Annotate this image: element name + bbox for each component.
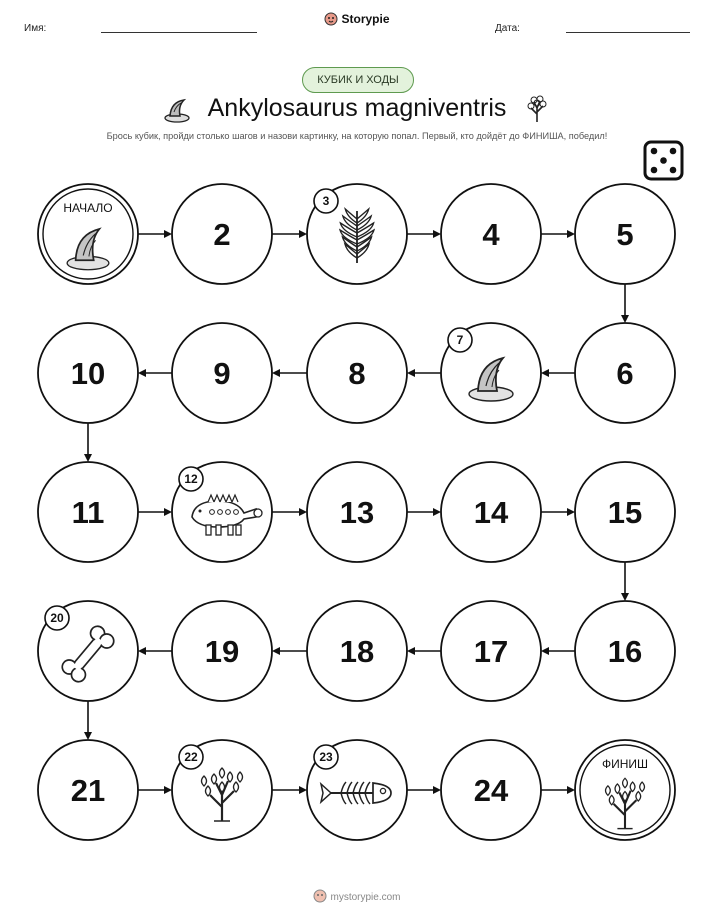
- cell-number-badge: 12: [184, 472, 198, 486]
- path-arrow: [407, 786, 441, 794]
- board-cell-25: [575, 740, 675, 840]
- game-type-badge: КУБИК И ХОДЫ: [302, 67, 414, 93]
- board-cell-15: [575, 462, 675, 562]
- board-cell-5: [575, 184, 675, 284]
- board-cell-17: [441, 601, 541, 701]
- path-arrow: [272, 647, 307, 655]
- board-cell-4: [441, 184, 541, 284]
- board-cell-6: [575, 323, 675, 423]
- board-cell-14: [441, 462, 541, 562]
- board-cell-11: [38, 462, 138, 562]
- cell-number-badge: 20: [50, 611, 64, 625]
- board-cell-1: [38, 184, 138, 284]
- cell-number: 17: [473, 634, 509, 669]
- board-cell-3: [307, 184, 407, 284]
- board-cell-18: [307, 601, 407, 701]
- path-arrow: [621, 562, 629, 601]
- instructions-text: Брось кубик, пройди столько шагов и назови картинку, на которую попал. Первый, кто дойдёт до ФИНИША, победил!: [106, 131, 608, 141]
- board-cell-10: [38, 323, 138, 423]
- cell-number: 21: [70, 773, 106, 808]
- path-arrow: [407, 508, 441, 516]
- path-arrow: [407, 230, 441, 238]
- path-arrow: [541, 786, 575, 794]
- cell-number: 24: [473, 773, 509, 808]
- path-arrow: [541, 230, 575, 238]
- board-cell-16: [575, 601, 675, 701]
- path-arrow: [138, 230, 172, 238]
- cell-number: 16: [607, 634, 643, 669]
- board-cell-24: [441, 740, 541, 840]
- path-arrow: [541, 508, 575, 516]
- cell-number-badge: 7: [456, 333, 464, 347]
- brand-name: Storypie: [341, 12, 390, 26]
- path-arrow: [84, 701, 92, 740]
- board-cell-20: [38, 601, 138, 701]
- cell-number: 13: [339, 495, 375, 530]
- cell-number: 10: [70, 356, 106, 391]
- start-label: НАЧАЛО: [63, 201, 113, 215]
- cell-number: 2: [213, 217, 231, 252]
- finish-label: ФИНИШ: [601, 757, 649, 771]
- board-cell-9: [172, 323, 272, 423]
- path-arrow: [407, 647, 441, 655]
- path-arrow: [138, 508, 172, 516]
- path-arrow: [272, 369, 307, 377]
- footer-url: mystorypie.com: [330, 892, 401, 903]
- path-arrow: [84, 423, 92, 462]
- date-label: Дата:: [495, 23, 520, 34]
- path-arrow: [407, 369, 441, 377]
- board-cell-2: [172, 184, 272, 284]
- board-cell-22: [172, 740, 272, 840]
- cell-number: 11: [71, 495, 105, 530]
- path-arrow: [621, 284, 629, 323]
- board-cell-21: [38, 740, 138, 840]
- name-label: Имя:: [24, 23, 47, 34]
- path-arrow: [272, 786, 307, 794]
- cell-number: 15: [607, 495, 643, 530]
- board-cell-8: [307, 323, 407, 423]
- board-cell-7: [441, 323, 541, 423]
- board-cell-23: [307, 740, 407, 840]
- board-cell-19: [172, 601, 272, 701]
- board-cell-13: [307, 462, 407, 562]
- path-arrow: [272, 230, 307, 238]
- cell-number: 5: [616, 217, 634, 252]
- path-arrow: [138, 369, 172, 377]
- path-arrow: [138, 647, 172, 655]
- footer: [0, 889, 714, 903]
- storypie-mascot-icon: [313, 889, 327, 903]
- cell-number: 4: [482, 217, 500, 252]
- cell-number: 19: [204, 634, 240, 669]
- path-arrow: [138, 786, 172, 794]
- cell-number: 9: [213, 356, 231, 391]
- cell-number-badge: 23: [319, 750, 333, 764]
- title-text: Ankylosaurus magniventris: [207, 94, 507, 122]
- cell-number: 14: [473, 495, 509, 530]
- cell-number-badge: 3: [322, 194, 330, 208]
- board-cell-12: [172, 462, 272, 562]
- path-arrow: [272, 508, 307, 516]
- cell-number: 8: [348, 356, 366, 391]
- path-arrow: [541, 369, 575, 377]
- cell-number: 6: [616, 356, 634, 391]
- cell-number: 18: [339, 634, 375, 669]
- cell-number-badge: 22: [184, 750, 198, 764]
- path-arrow: [541, 647, 575, 655]
